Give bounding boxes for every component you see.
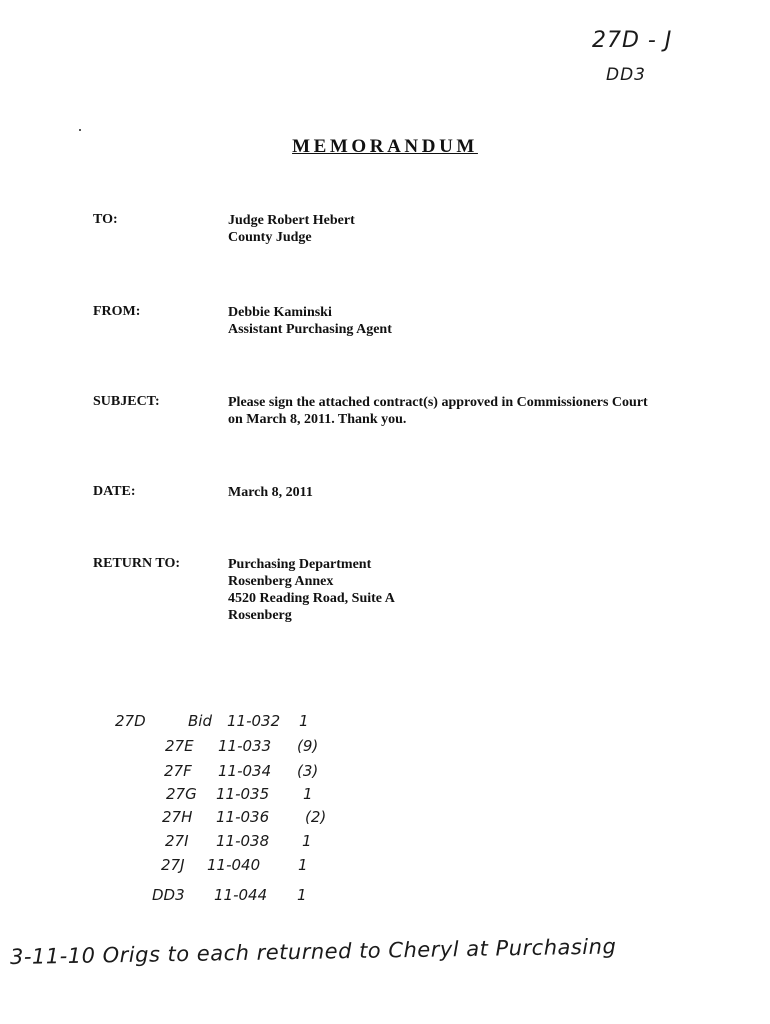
handwritten-annotation-second: DD3: [606, 65, 646, 85]
return-to-city: Rosenberg: [228, 608, 292, 623]
list-item-bid-number: 11-038: [216, 832, 270, 850]
list-item-bid-label: Bid: [188, 712, 212, 730]
from-label: FROM:: [93, 304, 141, 319]
scan-speck: [79, 129, 81, 131]
return-to-department: Purchasing Department: [228, 557, 372, 572]
handwritten-annotation-top: 27D - J: [592, 28, 673, 53]
return-to-label: RETURN TO:: [93, 556, 181, 571]
list-item-quantity: (9): [297, 737, 319, 755]
list-item-bid-number: 11-040: [207, 856, 261, 874]
list-item-quantity: 1: [297, 886, 307, 904]
handwritten-footer-note: 3-11-10 Origs to each returned to Cheryl at Purchasing: [9, 934, 617, 969]
list-item-code: 27H: [162, 808, 193, 826]
to-name: Judge Robert Hebert: [228, 213, 355, 228]
list-item-bid-number: 11-036: [216, 808, 270, 826]
subject-value: [228, 394, 648, 428]
list-item-quantity: 1: [298, 856, 308, 874]
list-item-quantity: 1: [302, 832, 312, 850]
memo-title: MEMORANDUM: [292, 136, 478, 157]
list-item-bid-number: 11-044: [214, 886, 268, 904]
list-item-bid-number: 11-033: [218, 737, 272, 755]
list-item-bid-number: 11-032: [227, 712, 281, 730]
to-label: TO:: [93, 212, 118, 227]
subject-line-1: Please sign the attached contract(s) approved in Commissioners Court: [228, 395, 648, 410]
list-item-code: 27I: [165, 832, 189, 850]
list-item-bid-number: 11-034: [218, 762, 272, 780]
list-item-quantity: 1: [303, 785, 313, 803]
list-item-code: 27E: [165, 737, 194, 755]
list-item-quantity: (3): [297, 762, 319, 780]
to-value: [228, 212, 355, 246]
from-name: Debbie Kaminski: [228, 305, 332, 320]
list-item-code: 27F: [164, 762, 192, 780]
to-title: County Judge: [228, 230, 312, 245]
list-item-code: DD3: [152, 886, 185, 904]
subject-label: SUBJECT:: [93, 394, 160, 409]
from-value: [228, 304, 392, 338]
list-item-code: 27J: [161, 856, 185, 874]
handwritten-contract-list: [115, 712, 445, 912]
return-to-value: [228, 556, 395, 624]
list-item-quantity: 1: [299, 712, 309, 730]
from-title: Assistant Purchasing Agent: [228, 322, 392, 337]
list-item-code: 27G: [166, 785, 197, 803]
return-to-building: Rosenberg Annex: [228, 574, 334, 589]
date-label: DATE:: [93, 484, 136, 499]
list-item-bid-number: 11-035: [216, 785, 270, 803]
return-to-street: 4520 Reading Road, Suite A: [228, 591, 395, 606]
list-item-code: 27D: [115, 712, 146, 730]
date-value: March 8, 2011: [228, 485, 313, 500]
list-item-quantity: (2): [305, 808, 327, 826]
subject-line-2: on March 8, 2011. Thank you.: [228, 412, 407, 427]
